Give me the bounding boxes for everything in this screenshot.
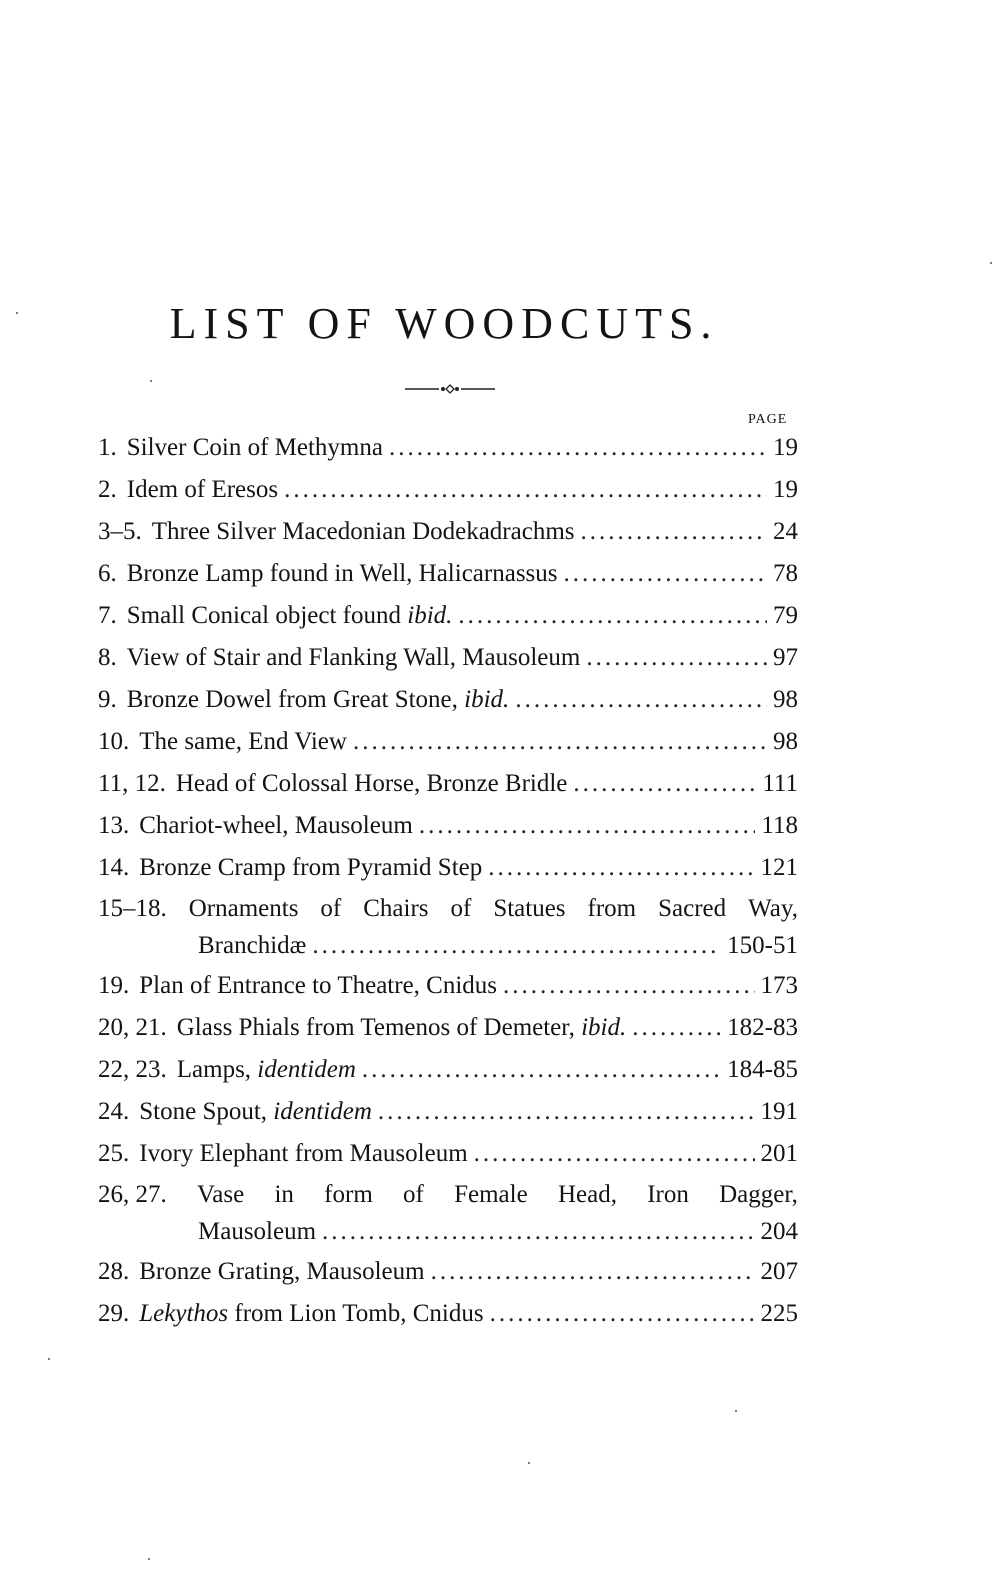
entry-page: 150-51 <box>727 932 798 959</box>
entry-word: Way, <box>748 895 798 922</box>
dot-leader <box>564 554 768 594</box>
entry-page: 121 <box>760 854 798 881</box>
entry-number: 8. <box>98 644 117 671</box>
entry-title: Bronze Lamp found in Well, Halicarnassus <box>126 560 558 587</box>
scan-speck <box>990 262 992 264</box>
entry-page: 97 <box>773 644 798 671</box>
entry-title: The same, End View <box>139 728 347 755</box>
entry-number: 28. <box>98 1258 130 1285</box>
scan-speck <box>528 1462 530 1464</box>
entry-page: 204 <box>760 1218 798 1245</box>
list-item <box>98 890 798 964</box>
entry-word: Head, <box>557 1181 617 1208</box>
list-item <box>98 512 798 552</box>
entry-page: 173 <box>760 972 798 999</box>
entry-number: 22, 23. <box>98 1056 167 1083</box>
entry-page: 98 <box>773 728 798 755</box>
entry-first-line <box>98 1176 798 1214</box>
entry-first-line <box>98 890 798 928</box>
entry-title: Bronze Cramp from Pyramid Step <box>139 854 483 881</box>
dot-leader <box>458 596 767 636</box>
scan-speck <box>148 1558 150 1560</box>
list-item <box>98 554 798 594</box>
list-item <box>98 596 798 636</box>
entry-word: of <box>450 895 472 922</box>
entry-number: 2. <box>98 476 117 503</box>
dot-leader <box>378 1092 755 1132</box>
entry-page: 19 <box>773 476 798 503</box>
dot-leader <box>353 722 767 762</box>
entry-number: 9. <box>98 686 117 713</box>
list-item <box>98 1050 798 1090</box>
entry-title: Head of Colossal Horse, Bronze Bridle <box>175 770 568 797</box>
scan-speck <box>150 380 152 382</box>
dot-leader <box>586 638 767 678</box>
entry-title: Glass Phials from Temenos of Demeter, <box>176 1014 575 1041</box>
list-item <box>98 806 798 846</box>
entry-title-italic: Lekythos <box>139 1300 229 1327</box>
entry-number: 24. <box>98 1098 130 1125</box>
entry-word: Vase <box>197 1181 245 1208</box>
entry-number: 14. <box>98 854 130 881</box>
entry-number: 1. <box>98 434 117 461</box>
entry-page: 24 <box>773 518 798 545</box>
list-item <box>98 848 798 888</box>
entry-page: 184-85 <box>727 1056 798 1083</box>
divider-ornament <box>405 384 495 394</box>
list-item <box>98 1134 798 1174</box>
list-item <box>98 764 798 804</box>
entry-continuation <box>98 1214 798 1250</box>
dot-leader <box>503 966 754 1006</box>
entry-number: 3–5. <box>98 518 142 545</box>
scan-speck <box>48 1358 50 1360</box>
entry-number: 7. <box>98 602 117 629</box>
dot-leader <box>474 1134 755 1174</box>
entry-title: Ivory Elephant from Mausoleum <box>139 1140 468 1167</box>
entry-word: of <box>403 1181 424 1208</box>
entry-page: 182-83 <box>727 1014 798 1041</box>
dot-leader <box>419 806 756 846</box>
scan-speck <box>16 312 18 314</box>
entry-number: 11, 12. <box>98 770 166 797</box>
scan-speck <box>735 1410 737 1412</box>
entry-title: Idem of Eresos <box>126 476 279 503</box>
entry-number: 10. <box>98 728 130 755</box>
list-item <box>98 428 798 468</box>
dot-leader <box>488 848 754 888</box>
entry-page: 191 <box>760 1098 798 1125</box>
entry-title-italic: ibid. <box>464 686 510 713</box>
list-item <box>98 470 798 510</box>
page-title: LIST OF WOODCUTS. <box>169 299 719 348</box>
entry-title: View of Stair and Flanking Wall, Mausoleum <box>126 644 581 671</box>
entry-word: Chairs <box>363 895 429 922</box>
entry-word: of <box>320 895 342 922</box>
entry-page: 111 <box>762 770 798 797</box>
list-item <box>98 1252 798 1292</box>
entry-page: 118 <box>761 812 798 839</box>
entry-page: 225 <box>760 1300 798 1327</box>
dot-leader <box>284 470 767 510</box>
entry-title: Silver Coin of Methymna <box>126 434 383 461</box>
list-item <box>98 1092 798 1132</box>
entry-title: Small Conical object found <box>126 602 402 629</box>
entry-page: 201 <box>760 1140 798 1167</box>
list-item <box>98 638 798 678</box>
entry-word: Statues <box>493 895 566 922</box>
entry-title: Chariot-wheel, Mausoleum <box>139 812 413 839</box>
entry-title: from Lion Tomb, Cnidus <box>234 1300 484 1327</box>
entry-title: Plan of Entrance to Theatre, Cnidus <box>139 972 498 999</box>
entry-word: from <box>587 895 637 922</box>
dot-leader <box>389 428 767 468</box>
entry-word: Dagger, <box>719 1181 798 1208</box>
entry-title-continued: Branchidæ <box>198 932 307 959</box>
list-item <box>98 1176 798 1250</box>
page-column-header: PAGE <box>748 412 788 427</box>
entry-word: in <box>274 1181 294 1208</box>
entry-page: 79 <box>773 602 798 629</box>
list-item <box>98 680 798 720</box>
entry-number: 6. <box>98 560 117 587</box>
dot-leader <box>632 1008 721 1048</box>
list-item <box>98 1008 798 1048</box>
entry-continuation <box>98 928 798 964</box>
entry-number: 26, 27. <box>98 1181 167 1208</box>
list-item <box>98 966 798 1006</box>
entry-title: Stone Spout, <box>139 1098 268 1125</box>
entry-word: Iron <box>647 1181 689 1208</box>
entry-page: 98 <box>773 686 798 713</box>
dot-leader <box>490 1294 755 1334</box>
entry-word: form <box>324 1181 373 1208</box>
entry-title: Lamps, <box>176 1056 252 1083</box>
list-item <box>98 722 798 762</box>
entry-number: 29. <box>98 1300 130 1327</box>
list-item <box>98 1294 798 1334</box>
entry-page: 19 <box>773 434 798 461</box>
entry-word: Sacred <box>658 895 727 922</box>
entry-page: 207 <box>760 1258 798 1285</box>
entry-title: Bronze Dowel from Great Stone, <box>126 686 458 713</box>
entry-title: Bronze Grating, Mausoleum <box>139 1258 425 1285</box>
dot-leader <box>515 680 767 720</box>
entry-title: Three Silver Macedonian Dodekadrachms <box>151 518 575 545</box>
dot-leader <box>312 928 721 964</box>
entry-word: Female <box>454 1181 528 1208</box>
entry-title-italic: identidem <box>257 1056 356 1083</box>
entry-title-continued: Mausoleum <box>198 1218 317 1245</box>
entry-number: 15–18. <box>98 895 167 922</box>
dot-leader <box>581 512 767 552</box>
entry-number: 19. <box>98 972 130 999</box>
entry-page: 78 <box>773 560 798 587</box>
entry-number: 25. <box>98 1140 130 1167</box>
entry-word: Ornaments <box>188 895 299 922</box>
dot-leader <box>431 1252 755 1292</box>
woodcut-list <box>98 428 798 1336</box>
entry-title-italic: ibid. <box>581 1014 627 1041</box>
dot-leader <box>573 764 756 804</box>
entry-number: 20, 21. <box>98 1014 167 1041</box>
entry-number: 13. <box>98 812 130 839</box>
entry-title-italic: ibid. <box>407 602 453 629</box>
dot-leader <box>322 1214 754 1250</box>
entry-title-italic: identidem <box>273 1098 372 1125</box>
dot-leader <box>362 1050 721 1090</box>
